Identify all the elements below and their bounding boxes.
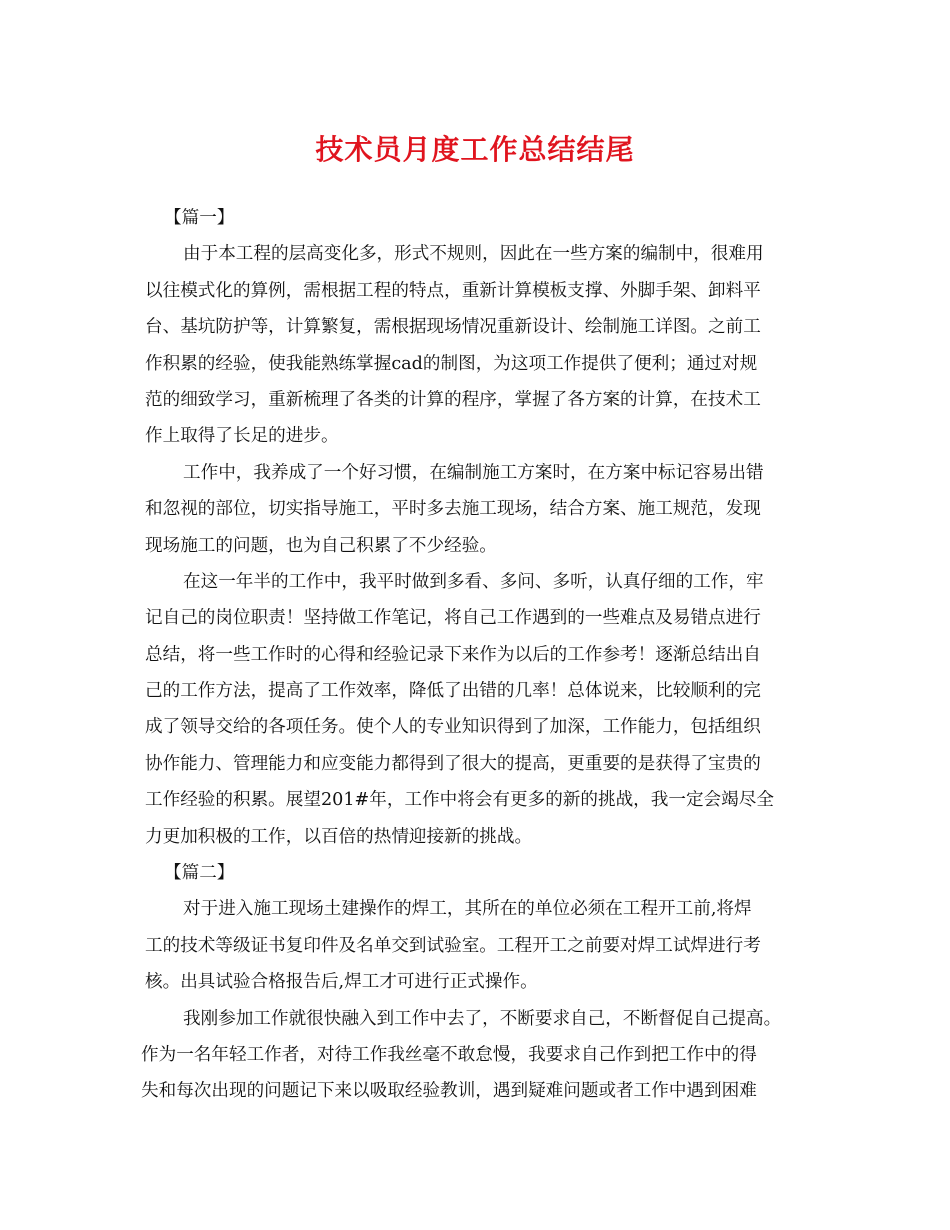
section-heading-1: 【篇一】 <box>164 208 235 228</box>
paragraph-line: 由于本工程的层高变化多，形式不规则，因此在一些方案的编制中，很难用 <box>183 244 764 265</box>
paragraph-line: 我刚参加工作就很快融入到工作中去了，不断要求自己，不断督促自己提高。 <box>183 1008 782 1029</box>
paragraph-line: 成了领导交给的各项任务。使个人的专业知识得到了加深，工作能力，包括组织 <box>145 717 761 738</box>
paragraph-line: 以往模式化的算例，需根据工程的特点，重新计算模板支撑、外脚手架、卸料平 <box>145 280 761 301</box>
paragraph-line: 台、基坑防护等，计算繁复，需根据现场情况重新设计、绘制施工详图。之前工 <box>145 317 761 338</box>
paragraph-line: 协作能力、管理能力和应变能力都得到了很大的提高，更重要的是获得了宝贵的 <box>145 753 761 774</box>
paragraph-line: 工作经验的积累。展望201#年，工作中将会有更多的新的挑战，我一定会竭尽全 <box>145 790 774 811</box>
paragraph-line: 作上取得了长足的进步。 <box>145 426 339 447</box>
paragraph-line: 工作中，我养成了一个好习惯，在编制施工方案时，在方案中标记容易出错 <box>183 462 764 483</box>
paragraph-line: 核。出具试验合格报告后,焊工才可进行正式操作。 <box>145 972 538 993</box>
paragraph-line: 力更加积极的工作，以百倍的热情迎接新的挑战。 <box>145 826 533 847</box>
paragraph-line: 作积累的经验，使我能熟练掌握cad的制图，为这项工作提供了便利；通过对规 <box>145 353 758 374</box>
paragraph-line: 和忽视的部位，切实指导施工，平时多去施工现场，结合方案、施工规范，发现 <box>145 499 761 520</box>
paragraph-line: 记自己的岗位职责！坚持做工作笔记，将自己工作遇到的一些难点及易错点进行 <box>145 608 761 629</box>
paragraph-line: 己的工作方法，提高了工作效率，降低了出错的几率！总体说来，比较顺利的完 <box>145 681 761 702</box>
paragraph-line: 工的技术等级证书复印件及名单交到试验室。工程开工之前要对焊工试焊进行考 <box>145 935 761 956</box>
section-heading-2: 【篇二】 <box>164 863 235 884</box>
paragraph-line: 范的细致学习，重新梳理了各类的计算的程序，掌握了各方案的计算，在技术工 <box>145 389 761 410</box>
document-body <box>141 200 810 1110</box>
paragraph-line: 作为一名年轻工作者，对待工作我丝毫不敢怠慢，我要求自己作到把工作中的得 <box>141 1044 757 1065</box>
document-title: 技术员月度工作总结结尾 <box>315 133 635 166</box>
paragraph-line: 对于进入施工现场土建操作的焊工，其所在的单位必须在工程开工前,将焊 <box>183 899 752 920</box>
paragraph-line: 现场施工的问题，也为自己积累了不少经验。 <box>145 535 497 556</box>
paragraph-line: 总结，将一些工作时的心得和经验记录下来作为以后的工作参考！逐渐总结出自 <box>145 644 761 665</box>
paragraph-line: 失和每次出现的问题记下来以吸取经验教训，遇到疑难问题或者工作中遇到困难 <box>141 1081 757 1102</box>
paragraph-line: 在这一年半的工作中，我平时做到多看、多问、多听，认真仔细的工作，牢 <box>183 571 764 592</box>
